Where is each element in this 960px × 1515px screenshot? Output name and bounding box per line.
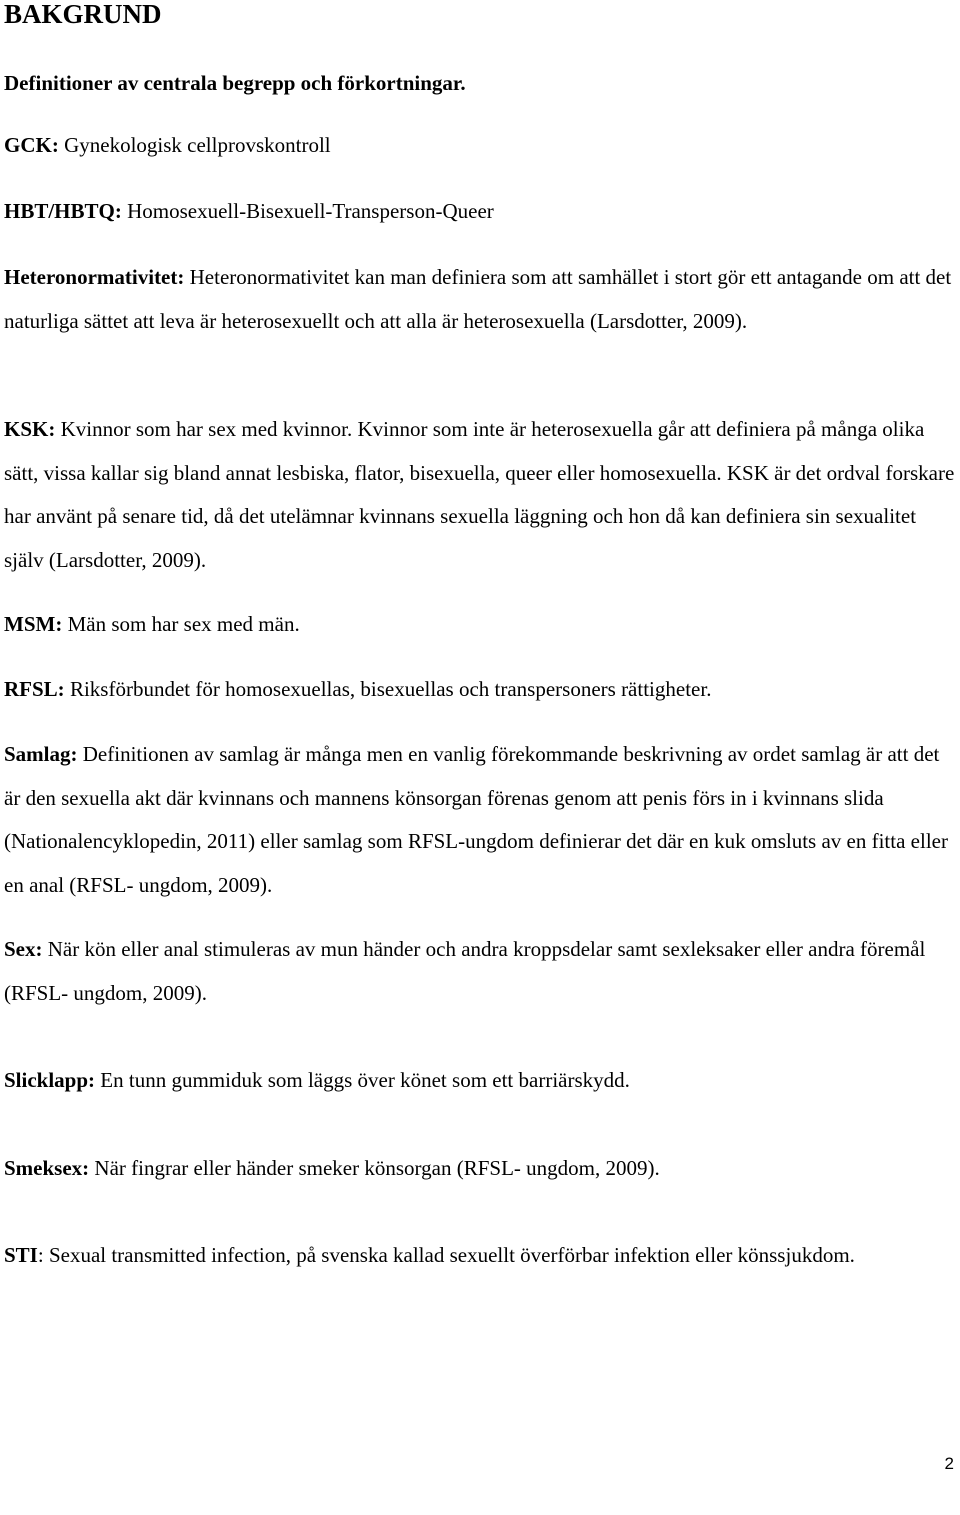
definition-text: : Sexual transmitted infection, på svenska kallad sexuellt överförbar infektion eller könssjukdom. bbox=[37, 1243, 855, 1267]
term-label: MSM: bbox=[4, 612, 63, 636]
term-label: Smeksex: bbox=[4, 1156, 90, 1180]
term-label: Sex: bbox=[4, 937, 43, 961]
definition-heteronormativitet bbox=[4, 256, 959, 343]
page-number: 2 bbox=[944, 1454, 954, 1473]
definition-msm bbox=[4, 603, 959, 647]
definition-ksk bbox=[4, 408, 959, 582]
definition-text: Gynekologisk cellprovskontroll bbox=[58, 133, 331, 157]
definition-sti bbox=[4, 1234, 959, 1278]
definition-samlag bbox=[4, 733, 959, 907]
definition-text: Kvinnor som har sex med kvinnor. Kvinnor som inte är heterosexuella går att definiera på många olika sätt, vissa kallar sig bland annat lesbiska, flator, bisexuella, queer eller homosexuella. KSK är det ordval forskare har använt på senare tid, då det utelämnar kvinnans sexuella läggning och hon då kan definiera sin sexualitet själv (Larsdotter, 2009). bbox=[4, 417, 955, 572]
section-subheading: Definitioner av centrala begrepp och förkortningar. bbox=[4, 71, 466, 95]
term-label: RFSL: bbox=[4, 677, 65, 701]
term-label: Heteronormativitet: bbox=[4, 265, 185, 289]
definition-text: Homosexuell-Bisexuell-Transperson-Queer bbox=[121, 199, 494, 223]
definition-text: En tunn gummiduk som läggs över könet som ett barriärskydd. bbox=[95, 1068, 630, 1092]
term-label: Slicklapp: bbox=[4, 1068, 96, 1092]
definition-slicklapp bbox=[4, 1059, 959, 1103]
definition-text: Heteronormativitet kan man definiera som att samhället i stort gör ett antagande om att det naturliga sättet att leva är heterosexuellt och att alla är heterosexuella (Larsdotter, 2009). bbox=[4, 265, 952, 333]
definition-sex bbox=[4, 928, 959, 1015]
definition-text: När kön eller anal stimuleras av mun händer och andra kroppsdelar samt sexleksaker eller andra föremål (RFSL- ungdom, 2009). bbox=[4, 937, 926, 1005]
definition-gck bbox=[4, 124, 959, 168]
term-label: Samlag: bbox=[4, 742, 78, 766]
term-label: GCK: bbox=[4, 133, 59, 157]
section-heading: BAKGRUND bbox=[4, 0, 162, 29]
definition-hbt bbox=[4, 190, 959, 234]
definition-text: Män som har sex med män. bbox=[62, 612, 300, 636]
term-label: HBT/HBTQ: bbox=[4, 199, 122, 223]
definition-text: När fingrar eller händer smeker könsorgan (RFSL- ungdom, 2009). bbox=[89, 1156, 660, 1180]
term-label: STI bbox=[4, 1243, 38, 1267]
definition-text: Definitionen av samlag är många men en vanlig förekommande beskrivning av ordet samlag är att det är den sexuella akt där kvinnans och mannens könsorgan förenas genom att penis förs in i kvinnans slida (Nationalencyklopedin, 2011) eller samlag som RFSL-ungdom definierar det där en kuk omsluts av en fitta eller en anal (RFSL- ungdom, 2009). bbox=[4, 742, 948, 897]
term-label: KSK: bbox=[4, 417, 56, 441]
definition-rfsl bbox=[4, 668, 959, 712]
definition-smeksex bbox=[4, 1147, 959, 1191]
definition-text: Riksförbundet för homosexuellas, bisexuellas och transpersoners rättigheter. bbox=[64, 677, 712, 701]
